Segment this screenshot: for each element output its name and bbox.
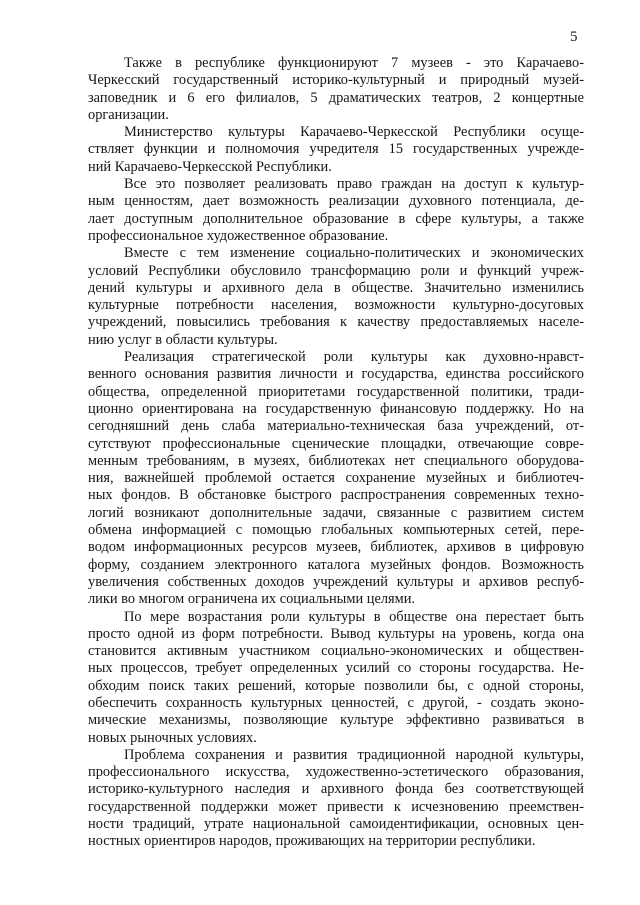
text-line: становится активным участником социально-экономических и обществен- <box>88 643 584 660</box>
text-line: сутствуют профессиональные сценические площадки, отвечающие совре- <box>88 435 584 452</box>
text-line: ния, важнейшей проблемой остается сохранение музейных и библиотеч- <box>88 470 584 487</box>
text-line: ностных ориентиров народов, проживающих на территории республики. <box>88 833 536 850</box>
paragraph-5 <box>88 349 584 608</box>
text-line: менным требованиям, в музеях, библиотеках нет специального оборудова- <box>88 452 584 469</box>
text-line: увеличения собственных доходов учреждений культуры и архивов респуб- <box>88 573 584 590</box>
text-line: ных процессов, требует определенных усилий со стороны государства. Не- <box>88 660 584 677</box>
text-line: ствляет функции и полномочия учредителя 15 государственных учрежде- <box>88 141 584 158</box>
text-line: мические механизмы, позволяющие культуре эффективно развиваться в <box>88 712 584 729</box>
paragraph-6 <box>88 609 584 747</box>
text-line: Реализация стратегической роли культуры как духовно-нравст- <box>124 349 584 366</box>
text-line: просто одной из форм потребности. Вывод культуры на уровень, когда она <box>88 625 584 642</box>
text-line: лает доступным дополнительное образование в сфере культуры, а также <box>88 210 584 227</box>
text-line: форму, созданием электронного каталога музейных фондов. Возможность <box>88 556 584 573</box>
body-text <box>88 55 584 851</box>
paragraph-7 <box>88 747 584 851</box>
text-line: нию услуг в области культуры. <box>88 331 278 348</box>
paragraph-2 <box>88 124 584 176</box>
text-line: Черкесский государственный историко-культурный и природный музей- <box>88 72 584 89</box>
text-line: По мере возрастания роли культуры в обществе она перестает быть <box>124 608 584 625</box>
text-line: сегодняшний день слаба материально-техническая база учреждений, от- <box>88 418 584 435</box>
text-line: ционно ориентирована на государственную финансовую поддержку. Но на <box>88 400 584 417</box>
paragraph-4 <box>88 245 584 349</box>
text-line: дений культуры и архивного дела в обществе. Значительно изменились <box>88 279 584 296</box>
text-line: Также в республике функционируют 7 музеев - это Карачаево- <box>124 55 584 71</box>
text-line: водом информационных ресурсов музеев, библиотек, архивов в цифровую <box>88 539 584 556</box>
text-line: заповедник и 6 его филиалов, 5 драматических театров, 2 концертные <box>88 89 584 106</box>
text-line: Вместе с тем изменение социально-политических и экономических <box>124 245 584 262</box>
paragraph-1 <box>88 55 584 124</box>
text-line: ных фондов. В обстановке быстрого распространения современных техно- <box>88 487 584 504</box>
text-line: историко-культурного наследия и архивного фонда без соответствующей <box>88 781 584 798</box>
text-line: лики во многом ограничена их социальными целями. <box>88 591 416 608</box>
page-number: 5 <box>570 29 578 45</box>
text-line: профессионального искусства, художественно-эстетического образования, <box>88 764 584 781</box>
text-line: обеспечить сохранность культурных ценностей, с другой, - создать эконо- <box>88 694 584 711</box>
text-line: венного основания развития личности и государства, единства российского <box>88 366 584 383</box>
text-line: Министерство культуры Карачаево-Черкесской Республики осуще- <box>124 124 584 141</box>
text-line: обходим поиск таких решений, которые позволили бы, с одной стороны, <box>88 677 584 694</box>
text-line: государственной поддержки может привести к исчезновению преемствен- <box>88 798 584 815</box>
text-line: ным ценностям, дает возможность реализации духовного потенциала, де- <box>88 193 584 210</box>
text-line: общества, определенной приоритетами государственной политики, тради- <box>88 383 584 400</box>
text-line: логий возникают дополнительные задачи, связанные с развитием систем <box>88 504 584 521</box>
paragraph-3 <box>88 176 584 245</box>
text-line: Все это позволяет реализовать право граждан на доступ к культур- <box>124 176 584 193</box>
text-line: обмена информацией с помощью глобальных компьютерных сетей, пере- <box>88 522 584 539</box>
text-line: ности традиций, утрате национальной самоидентификации, основных цен- <box>88 816 584 833</box>
text-line: профессиональное художественное образование. <box>88 227 389 244</box>
text-line: учреждений, повысились требования к качеству предоставляемых населе- <box>88 314 584 331</box>
text-line: ний Карачаево-Черкесской Республики. <box>88 158 332 175</box>
text-line: культурные потребности населения, возможности культурно-досуговых <box>88 297 584 314</box>
text-line: Проблема сохранения и развития традиционной народной культуры, <box>124 746 584 763</box>
text-line: новых рыночных условиях. <box>88 729 257 746</box>
text-line: условий Республики обусловило трансформацию роли и функций учреж- <box>88 262 584 279</box>
text-line: организации. <box>88 106 169 123</box>
